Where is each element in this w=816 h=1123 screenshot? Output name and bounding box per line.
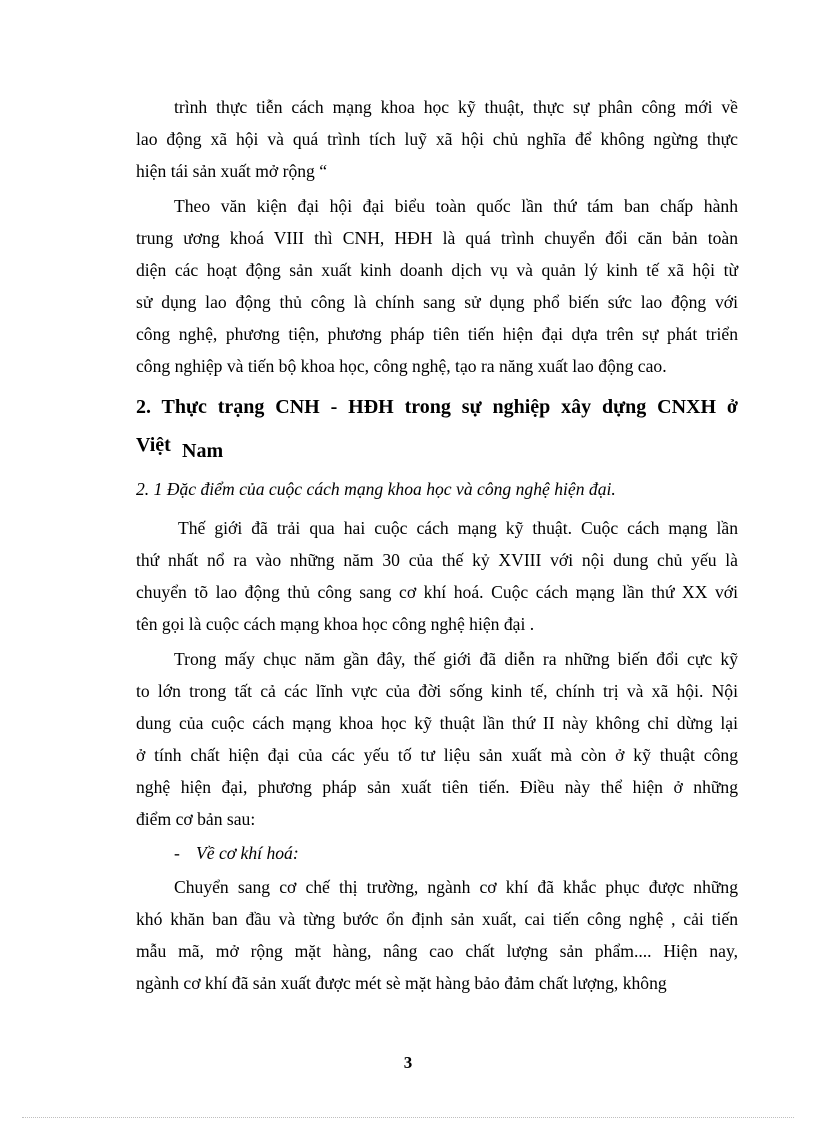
paragraph-line: thứ nhất nổ ra vào những năm 30 của thế kỷ XVIII với nội dung chủ yếu là: [136, 550, 738, 570]
page-bottom-divider: [22, 1117, 794, 1118]
paragraph-line: khó khăn ban đầu và từng bước ổn định sản xuất, cai tiến công nghệ , cải tiến: [136, 909, 738, 929]
paragraph-line: mẫu mã, mở rộng mặt hàng, nâng cao chất lượng sản phẩm.... Hiện nay,: [136, 941, 738, 961]
section-heading-continuation: Việt: [136, 434, 171, 456]
bullet-dash: -: [174, 843, 180, 863]
paragraph-line: diện các hoạt động sản xuất kinh doanh dịch vụ và quản lý kinh tế xã hội từ: [136, 260, 738, 280]
paragraph-line: nghệ hiện đại, phương pháp sản xuất tiên tiến. Điều này thể hiện ở những: [136, 777, 738, 797]
paragraph-line: Trong mấy chục năm gần đây, thế giới đã diễn ra những biến đổi cực kỹ: [174, 649, 738, 669]
paragraph-line: chuyển tõ lao động thủ công sang cơ khí hoá. Cuộc cách mạng lần thứ XX với: [136, 582, 738, 602]
paragraph-line: công nghệ, phương tiện, phương pháp tiên tiến hiện đại dựa trên sự phát triển: [136, 324, 738, 344]
paragraph-line: to lớn trong tất cả các lĩnh vực của đời sống kinh tế, chính trị và xã hội. Nội: [136, 681, 738, 701]
bullet-text: Về cơ khí hoá:: [196, 843, 299, 863]
paragraph-line: công nghiệp và tiến bộ khoa học, công nghệ, tạo ra năng xuất lao động cao.: [136, 356, 667, 376]
paragraph-line: Chuyển sang cơ chế thị trường, ngành cơ khí đã khắc phục được những: [174, 877, 738, 897]
subsection-heading: 2. 1 Đặc điểm của cuộc cách mạng khoa học và công nghệ hiện đại.: [136, 479, 616, 499]
paragraph-line: ở tính chất hiện đại của các yếu tố tư liệu sản xuất mà còn ở kỹ thuật công: [136, 745, 738, 765]
paragraph-line: tên gọi là cuộc cách mạng khoa học công nghệ hiện đại .: [136, 614, 535, 634]
paragraph-line: ngành cơ khí đã sản xuất được mét sè mặt hàng bảo đảm chất lượng, không: [136, 973, 667, 993]
paragraph-line: sử dụng lao động thủ công là chính sang sử dụng phổ biến sức lao động với: [136, 292, 738, 312]
paragraph-line: Theo văn kiện đại hội đại biểu toàn quốc lần thứ tám ban chấp hành: [174, 196, 738, 216]
paragraph-line: điểm cơ bản sau:: [136, 809, 256, 829]
paragraph-line: lao động xã hội và quá trình tích luỹ xã hội chủ nghĩa để không ngừng thực: [136, 129, 738, 149]
section-heading: 2. Thực trạng CNH - HĐH trong sự nghiệp xây dựng CNXH ở: [136, 396, 738, 418]
page-number: 3: [403, 1053, 413, 1072]
paragraph-line: hiện tái sản xuất mở rộng “: [136, 161, 328, 181]
section-heading-continuation: Nam: [182, 440, 224, 462]
paragraph-line: dung của cuộc cách mạng khoa học kỹ thuật lần thứ II này không chỉ dừng lại: [136, 713, 738, 733]
paragraph-line: trình thực tiễn cách mạng khoa học kỹ thuật, thực sự phân công mới về: [174, 97, 738, 117]
paragraph-line: Thế giới đã trải qua hai cuộc cách mạng kỹ thuật. Cuộc cách mạng lần: [178, 518, 738, 538]
paragraph-line: trung ương khoá VIII thì CNH, HĐH là quá trình chuyển đổi căn bản toàn: [136, 228, 738, 248]
